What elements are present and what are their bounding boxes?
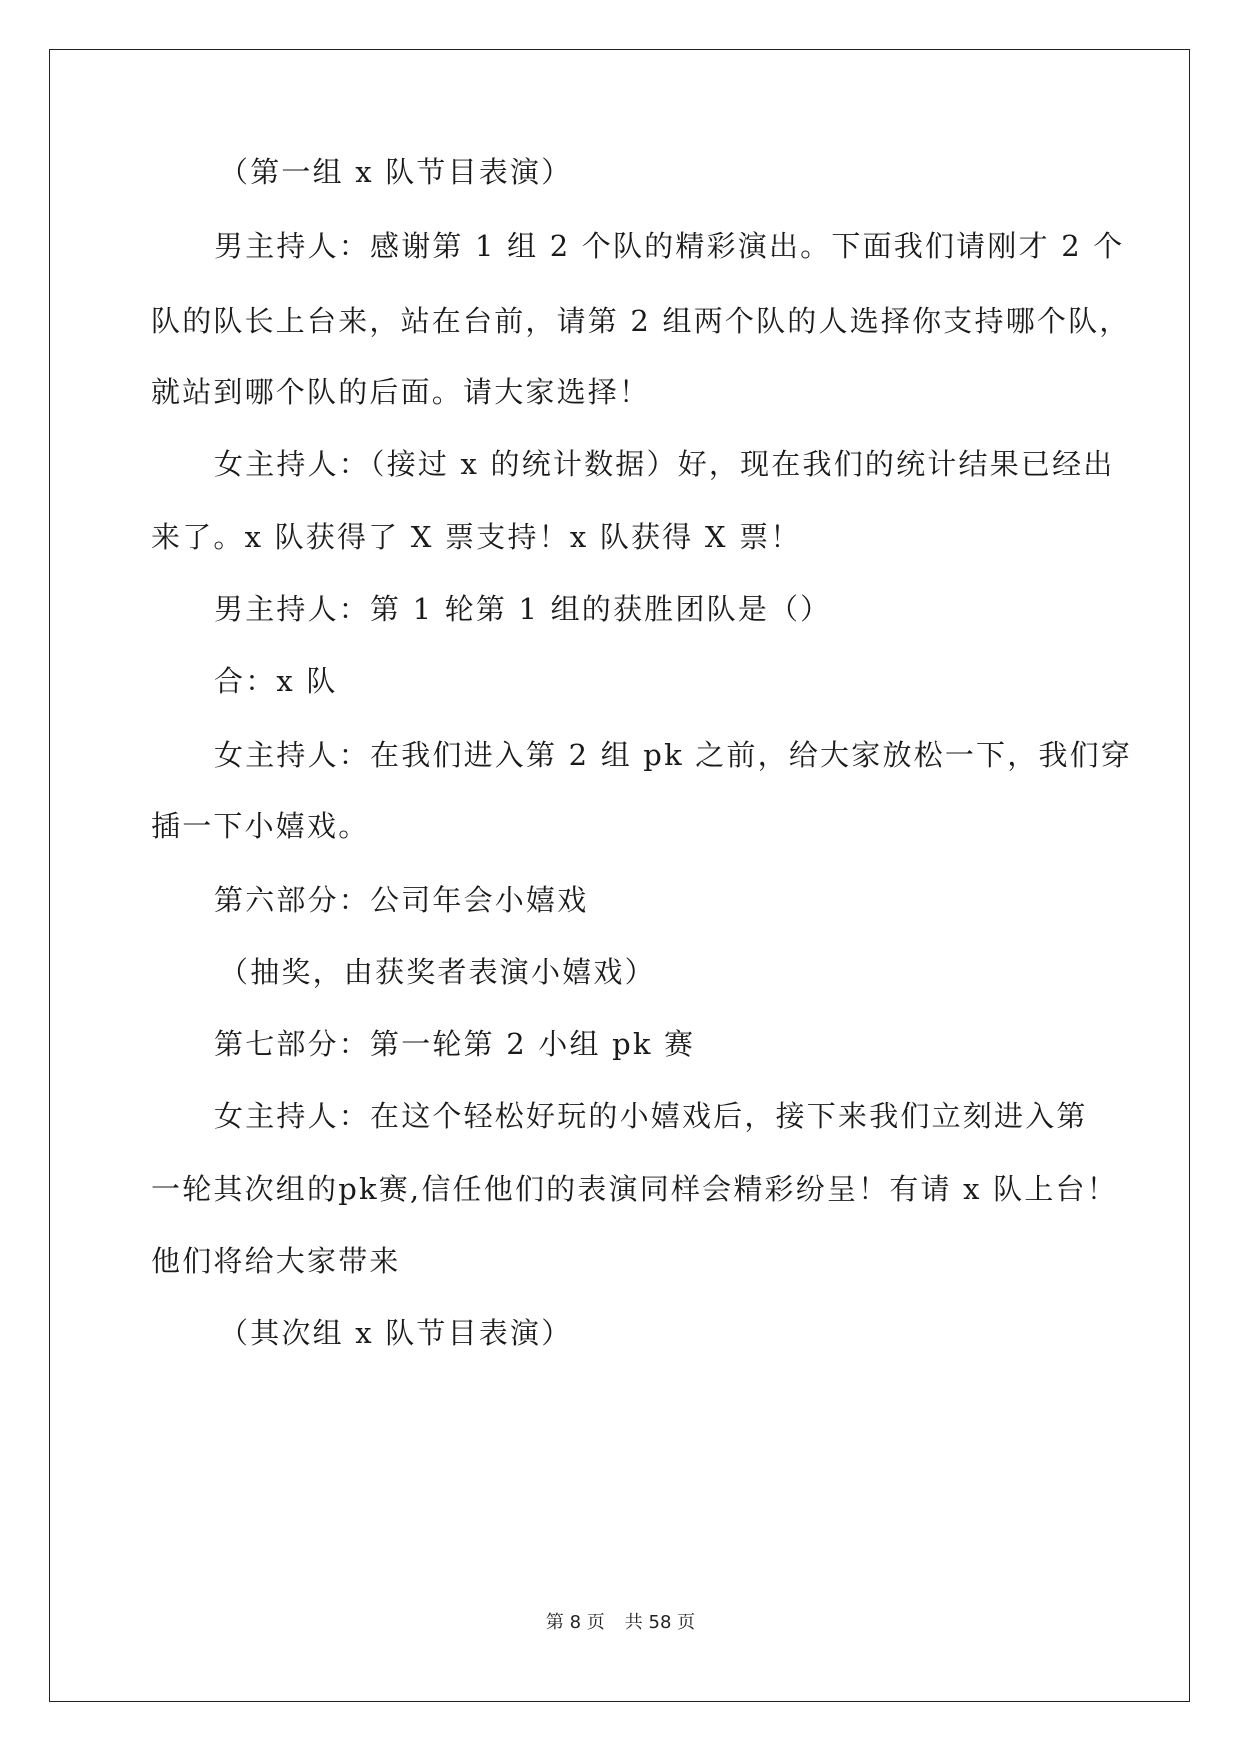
text-line: 合：x 队	[214, 664, 338, 698]
text-line: 男主持人：第 1 轮第 1 组的获胜团队是（）	[214, 592, 832, 626]
text-line: 女主持人：在这个轻松好玩的小嬉戏后，接下来我们立刻进入第	[214, 1099, 1088, 1133]
text-line: 插一下小嬉戏。	[151, 809, 370, 843]
text-line: （其次组 x 队节目表演）	[219, 1316, 573, 1350]
page-total: 共 58 页	[624, 1612, 696, 1633]
text-line: 队的队长上台来，站在台前，请第 2 组两个队的人选择你支持哪个队，	[151, 304, 1131, 338]
text-line: 第六部分：公司年会小嬉戏	[214, 883, 589, 917]
text-line: （抽奖，由获奖者表演小嬉戏）	[219, 955, 656, 989]
text-line: 女主持人：在我们进入第 2 组 pk 之前，给大家放松一下，我们穿	[214, 738, 1133, 772]
text-line: （第一组 x 队节目表演）	[219, 155, 573, 189]
text-line: 一轮其次组的pk赛,信任他们的表演同样会精彩纷呈！有请 x 队上台！	[151, 1172, 1118, 1206]
page-number: 第 8 页	[545, 1612, 605, 1633]
text-line: 第七部分：第一轮第 2 小组 pk 赛	[214, 1027, 696, 1061]
page-footer	[0, 1608, 1241, 1634]
text-line: 男主持人：感谢第 1 组 2 个队的精彩演出。下面我们请刚才 2 个	[214, 229, 1125, 263]
text-line: 女主持人：（接过 x 的统计数据）好，现在我们的统计结果已经出	[214, 447, 1115, 481]
text-line: 就站到哪个队的后面。请大家选择！	[151, 375, 651, 409]
text-line: 他们将给大家带来	[151, 1244, 401, 1278]
text-line: 来了。x 队获得了 X 票支持！x 队获得 X 票！	[151, 520, 802, 554]
page-border	[49, 49, 1190, 1702]
